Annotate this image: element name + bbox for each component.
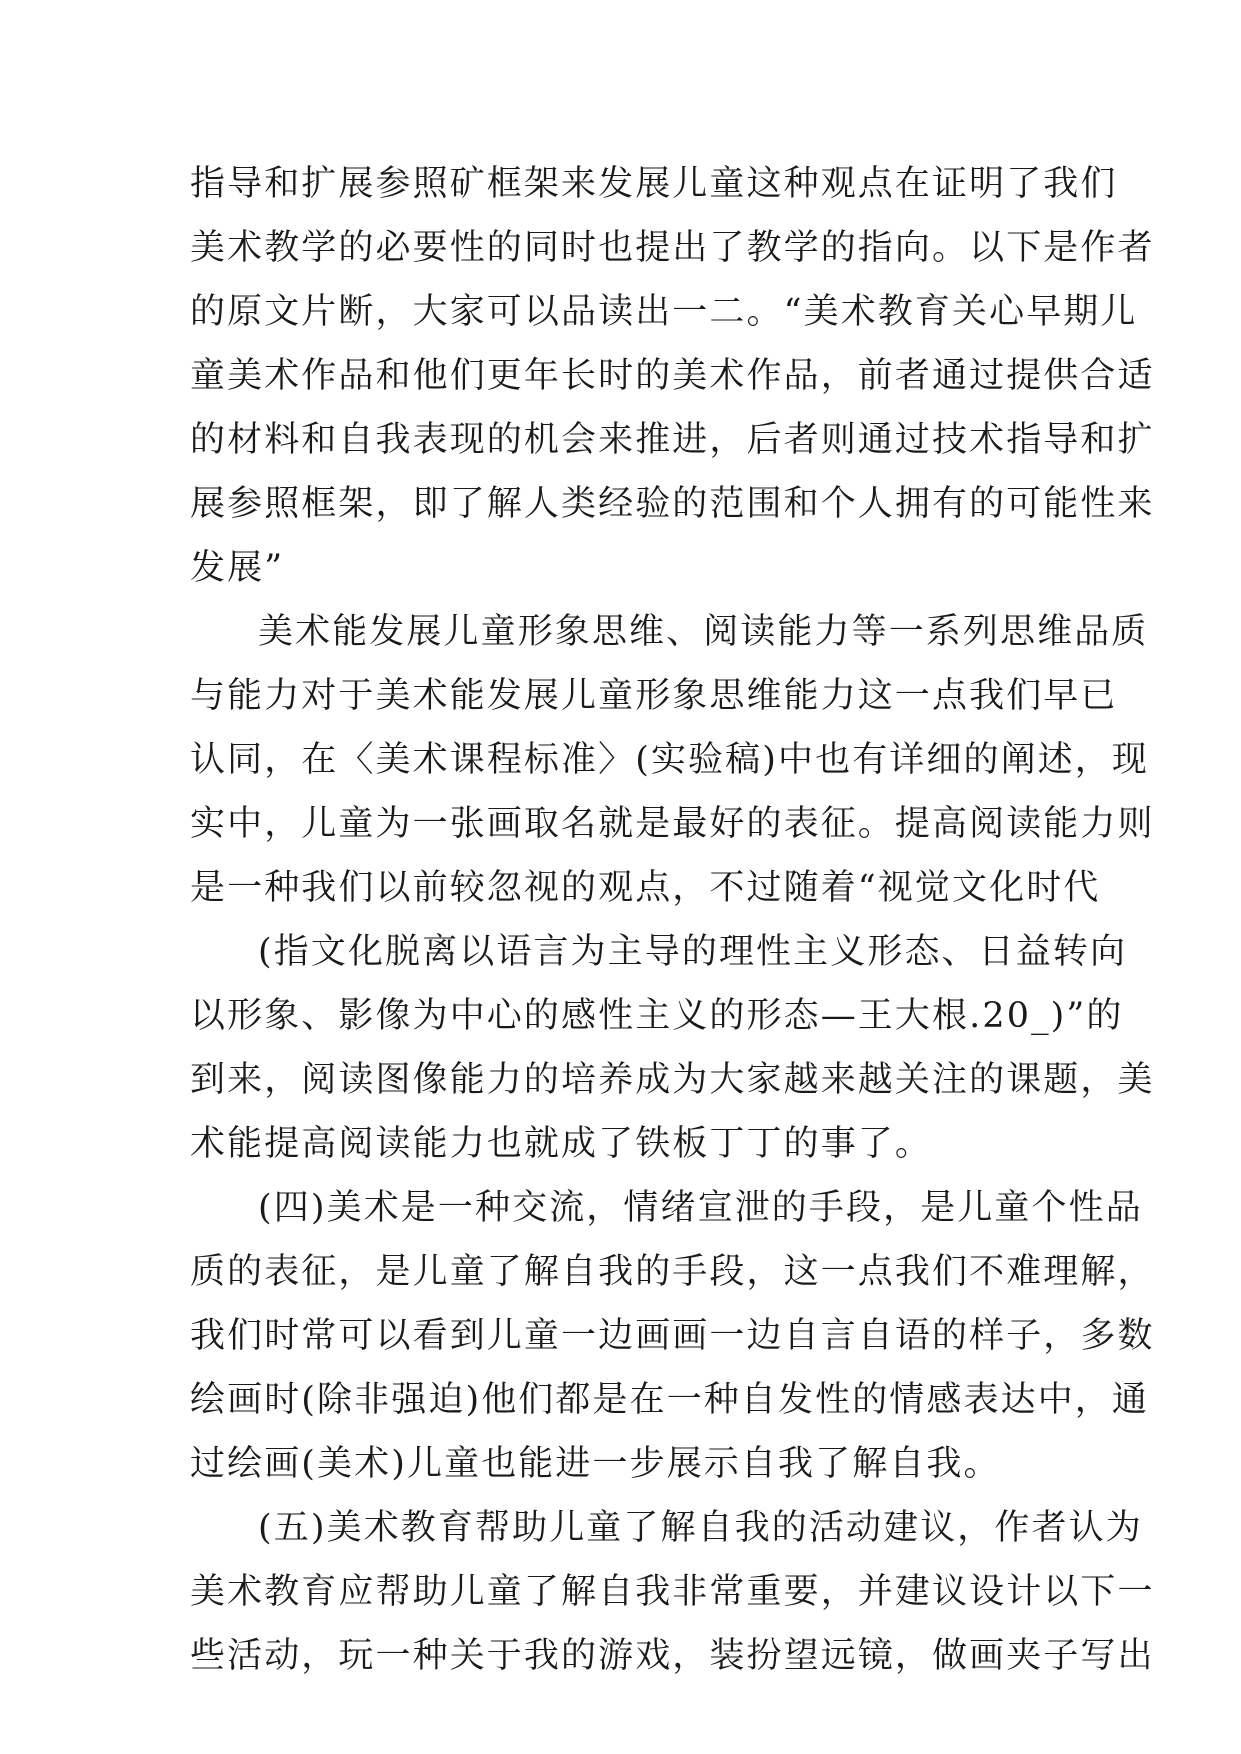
paragraph-3-line-2: 以形象、影像为中心的感性主义的形态—王大根.20_)”的 [190, 996, 1124, 1036]
paragraph-1-line-6: 展参照框架，即了解人类经验的范围和个人拥有的可能性来 [190, 484, 1155, 524]
paragraph-4-line-5: 过绘画(美术)儿童也能进一步展示自我了解自我。 [190, 1444, 1001, 1484]
paragraph-1-line-5: 的材料和自我表现的机会来推进，后者则通过技术指导和扩 [190, 420, 1155, 460]
paragraph-5-line-1: (五)美术教育帮助儿童了解自我的活动建议，作者认为 [258, 1508, 1143, 1548]
paragraph-5-line-3: 些活动，玩一种关于我的游戏，装扮望远镜，做画夹子写出 [190, 1636, 1155, 1676]
paragraph-2-line-1: 美术能发展儿童形象思维、阅读能力等一系列思维品质 [258, 612, 1149, 652]
paragraph-2-line-5: 是一种我们以前较忽视的观点，不过随着“视觉文化时代 [190, 868, 1101, 908]
paragraph-3-line-1: (指文化脱离以语言为主导的理性主义形态、日益转向 [258, 932, 1128, 972]
paragraph-1-line-7: 发展” [190, 548, 285, 588]
paragraph-5-line-2: 美术教育应帮助儿童了解自我非常重要，并建议设计以下一 [190, 1572, 1155, 1612]
paragraph-3-line-3: 到来，阅读图像能力的培养成为大家越来越关注的课题，美 [190, 1060, 1155, 1100]
paragraph-2-line-3: 认同，在〈美术课程标准〉(实验稿)中也有详细的阐述，现 [190, 740, 1150, 780]
paragraph-1-line-4: 童美术作品和他们更年长时的美术作品，前者通过提供合适 [190, 356, 1155, 396]
paragraph-3-line-4: 术能提高阅读能力也就成了铁板丁丁的事了。 [190, 1124, 933, 1164]
paragraph-4-line-1: (四)美术是一种交流，情绪宣泄的手段，是儿童个性品 [258, 1188, 1143, 1228]
paragraph-1-line-3: 的原文片断，大家可以品读出一二。“美术教育关心早期儿 [190, 292, 1138, 332]
paragraph-2-line-4: 实中，儿童为一张画取名就是最好的表征。提高阅读能力则 [190, 804, 1155, 844]
paragraph-1-line-2: 美术教学的必要性的同时也提出了教学的指向。以下是作者 [190, 228, 1155, 268]
paragraph-1-line-1: 指导和扩展参照矿框架来发展儿童这种观点在证明了我们 [190, 164, 1118, 204]
paragraph-4-line-4: 绘画时(除非强迫)他们都是在一种自发性的情感表达中，通 [190, 1380, 1150, 1420]
paragraph-4-line-2: 质的表征，是儿童了解自我的手段，这一点我们不难理解， [190, 1252, 1155, 1292]
paragraph-2-line-2: 与能力对于美术能发展儿童形象思维能力这一点我们早已 [190, 676, 1118, 716]
paragraph-4-line-3: 我们时常可以看到儿童一边画画一边自言自语的样子，多数 [190, 1316, 1155, 1356]
